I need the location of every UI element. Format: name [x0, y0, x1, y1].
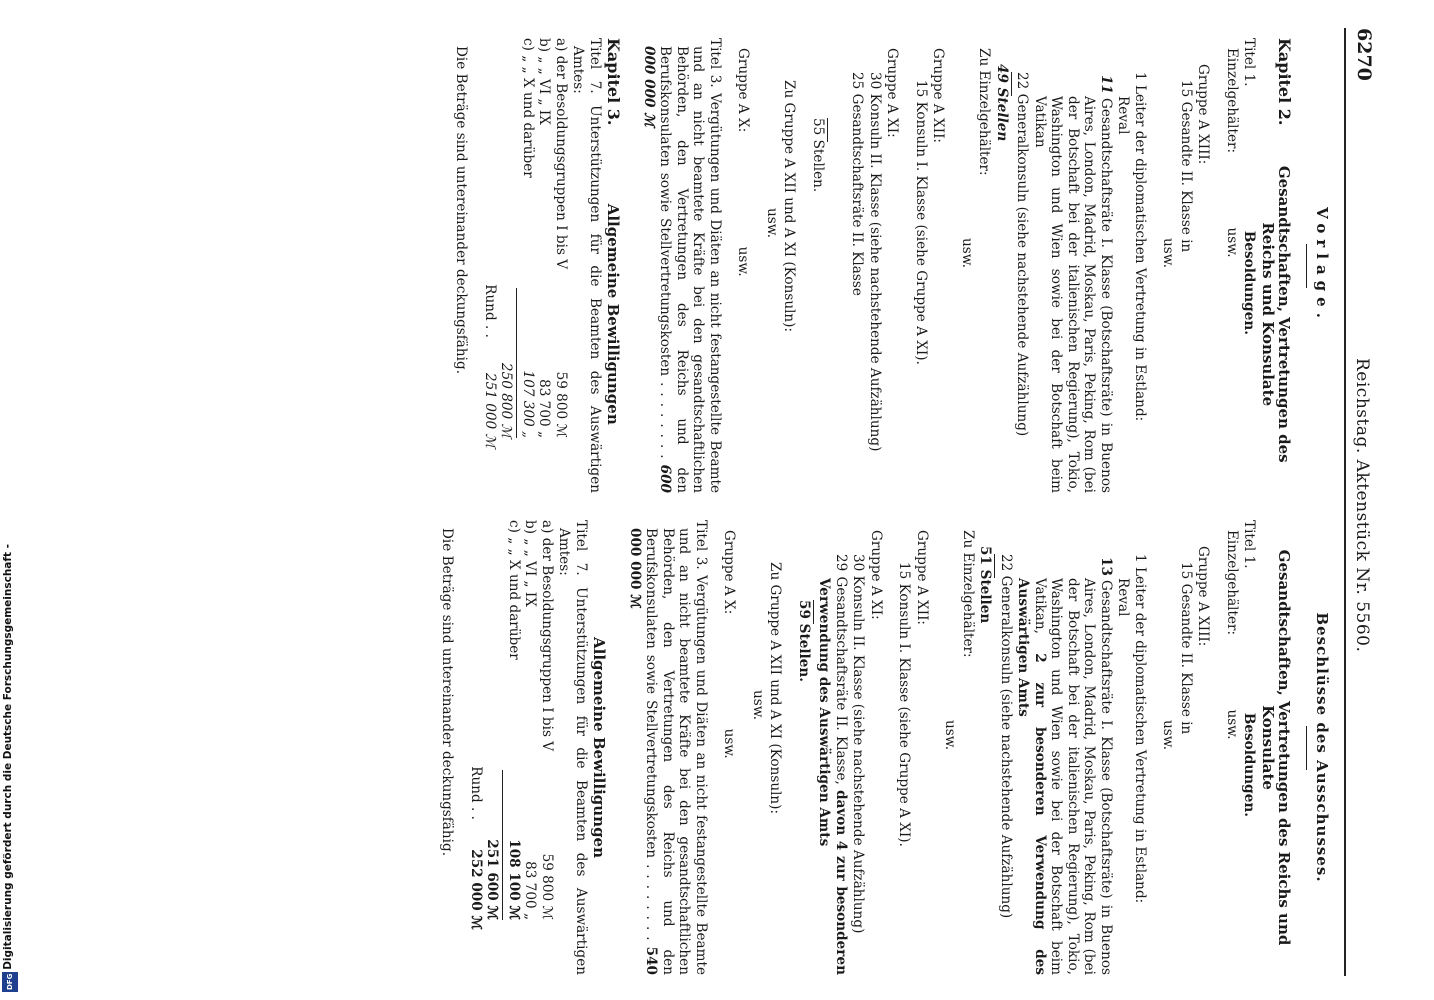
rund-label: Rund . . [482, 284, 498, 338]
footer-note: Die Beträge sind untereinander deckungsfähig. [439, 528, 456, 857]
item-text: Gesandtschaftsräte I. Klasse (Botschaftsräte) in Buenos Aires, London, Madrid, Moskau, Paris, Peking, Rom (bei der Botschaft bei der italienischen Regierung), Tokio, Washington und Wien sowie bei der Botschaft beim Vatikan, [1032, 578, 1114, 975]
titel3-paragraph [627, 520, 710, 975]
item-leiter [1115, 520, 1148, 975]
gruppe-a10-line [735, 38, 752, 493]
total-rule [995, 554, 996, 578]
stellen-total: 51 Stellen [977, 546, 994, 624]
gruppe-a11: Gruppe A XI: [884, 48, 901, 138]
usw-text: usw. [1224, 227, 1240, 258]
gruppe-a13-item: 15 Gesandte II. Klasse in [1178, 562, 1194, 735]
titel-line [1241, 38, 1258, 493]
gruppe-a11-item1: 30 Konsuln II. Klasse (siehe nachstehende Aufzählung) [867, 72, 883, 452]
table-row [522, 520, 539, 975]
row-value: 59 800 ℳ [539, 853, 555, 920]
rund-row [468, 520, 485, 975]
rund-value: 252 000 ℳ [468, 849, 484, 930]
gruppe-a12: Gruppe A XII: [914, 530, 930, 626]
gruppe-a12: Gruppe A XII: [930, 48, 947, 144]
sum-value: 251 600 ℳ [484, 839, 501, 920]
besoldungen-heading: Besoldungen. [1241, 230, 1258, 335]
table-row [506, 520, 523, 975]
row-label: c) „ „ X und darüber [506, 520, 522, 660]
titel-number: Titel 1. [1241, 520, 1258, 569]
row-label: b) „ „ VI „ IX [522, 520, 539, 607]
zu-einzelgehaelter: Zu Einzelgehälter: [960, 530, 976, 658]
titel3-text: Titel 3. Vergütungen und Diäten an nicht festangestellte Beamte und an nicht beamtete Kräfte bei den gesandtschaftlichen Behörden, den Vertretungen des Reichs und den Berufskonsulaten sowie Stellvertretungskosten . . . . . . . . [657, 38, 723, 493]
sum-row [498, 38, 515, 493]
usw-text: usw. [1160, 720, 1177, 751]
kapitel-description: Allgemeine Bewilligungen [604, 203, 623, 425]
titel3-amount: 540 000 000 ℳ [627, 528, 660, 975]
row-label: c) „ „ X und darüber [520, 38, 536, 178]
einzelgehaelter-label: Einzelgehälter: [1224, 48, 1240, 154]
item-generalkonsuln: 22 Generalkonsuln (siehe nachstehende Aufzählung) [1014, 72, 1031, 437]
stellen-total: 59 Stellen. [796, 600, 812, 682]
sum-row [484, 520, 501, 975]
rund-value: 251 000 ℳ [482, 372, 498, 448]
gruppe-a13: Gruppe A XIII: [1195, 546, 1212, 647]
kapitel-heading [605, 38, 622, 493]
rund-label: Rund . . [468, 766, 484, 820]
gruppe-a10: Gruppe A X: [721, 530, 738, 615]
gruppe-a12-item: 15 Konsuln I. Klasse (siehe Gruppe A XI). [913, 80, 929, 365]
besoldungen-heading: Besoldungen. [1241, 712, 1258, 817]
titel3-paragraph [641, 38, 724, 493]
titel-number: Titel 1. [1241, 38, 1258, 87]
zu-einzelgehaelter: Zu Einzelgehälter: [976, 48, 993, 176]
titel3-amount: 600 000 000 ℳ [641, 46, 674, 493]
gruppe-a11: Gruppe A XI: [868, 530, 884, 620]
titel-line [1241, 520, 1258, 975]
titel7-paragraph: Titel 7. Unterstützungen für die Beamten des Auswärtigen Amtes: [570, 38, 603, 493]
einzelgehaelter-line [1224, 520, 1241, 975]
gruppe-a10: Gruppe A X: [735, 48, 752, 133]
item-gesandtschaftsraete [1032, 38, 1115, 493]
digitization-credit [0, 544, 22, 992]
column-title: Vorlage. [1313, 207, 1331, 324]
einzelgehaelter-label: Einzelgehälter: [1224, 530, 1240, 636]
gruppe-a11-item2 [816, 520, 849, 975]
sum-rule [503, 770, 504, 920]
item-leiter-place: Reval [1115, 96, 1132, 135]
item-count: 13 [1098, 557, 1114, 576]
stellen-total: 55 Stellen. [810, 118, 826, 193]
short-rule [1307, 244, 1308, 288]
kapitel-description: Gesandtschaften, Vertretungen des Reichs und Konsulate [1259, 549, 1294, 946]
page-header [1344, 28, 1375, 976]
page-number: 6270 [1353, 28, 1375, 81]
stellen-total: 49 Stellen [994, 64, 1010, 142]
zu-gruppe-konsuln: Zu Gruppe A XII und A XI (Konsuln): [781, 80, 798, 333]
column-vorlage [452, 38, 1332, 493]
titel7-paragraph: Titel 7. Unterstützungen für die Beamten des Auswärtigen Amtes: [556, 520, 589, 975]
item-leiter-text: 1 Leiter der diplomatischen Vertretung in Estland: [1132, 554, 1148, 904]
titel3-text: Titel 3. Vergütungen und Diäten an nicht festangestellte Beamte und an nicht beamtete Kräfte bei den gesandtschaftlichen Behörden, den Vertretungen des Reichs und den Berufskonsulaten sowie Stellvertretungskosten . . . . . . . . [643, 520, 709, 975]
item-gesandtschaftsraete [1015, 520, 1114, 975]
total-rule [813, 600, 814, 624]
item-generalkonsuln: 22 Generalkonsuln (siehe nachstehende Aufzählung) [998, 554, 1014, 919]
item-text: Gesandtschaftsräte I. Klasse (Botschaftsräte) in Buenos Aires, London, Madrid, Moskau, Paris, Peking, Rom (bei der Botschaft bei der italienischen Regierung), Tokio, Washington und Wien sowie bei der Botschaft beim Vatikan [1032, 96, 1114, 493]
row-label: b) „ „ VI „ IX [536, 38, 553, 125]
row-label: a) der Besoldungsgruppen I bis V [553, 38, 569, 270]
item-leiter-text: 1 Leiter der diplomatischen Vertretung in Estland: [1132, 72, 1148, 422]
item-leiter-place: Reval [1115, 578, 1132, 617]
gruppe-a11-item2: 25 Gesandtschaftsräte II. Klasse [849, 72, 866, 296]
usw-text: usw. [942, 720, 959, 751]
row-value: 107 300 „ [520, 370, 536, 438]
usw-text: usw. [721, 728, 738, 759]
gruppe-a13: Gruppe A XIII: [1195, 64, 1212, 165]
rund-row [482, 38, 499, 493]
short-rule [1307, 726, 1308, 770]
table-row [520, 38, 537, 493]
usw-text: usw. [1224, 709, 1240, 740]
row-value: 59 800 ℳ [553, 371, 569, 438]
kapitel-description: Allgemeine Bewilligungen [590, 636, 609, 858]
gruppe-a10-line [721, 520, 738, 975]
usw-text: usw. [764, 208, 780, 239]
header-title: Reichstag. Aktenstück Nr. 5560. [1352, 358, 1372, 653]
dfg-logo: DFG [2, 972, 18, 992]
table-row [539, 520, 556, 975]
usw-text: usw. [1160, 238, 1177, 269]
credit-text: Digitalisierung gefördert durch die Deutsche Forschungsgemeinschaft - [2, 544, 14, 970]
kapitel-number: Kapitel 2. [1275, 38, 1295, 126]
kapitel-heading [1260, 38, 1293, 493]
row-value: 83 700 „ [536, 379, 553, 438]
kapitel-heading [1260, 520, 1293, 975]
sum-rule [517, 288, 518, 438]
sum-value: 250 800 ℳ [498, 362, 515, 438]
item-count: 11 [1098, 75, 1114, 94]
table-row [553, 38, 570, 493]
column-beschluesse [438, 520, 1332, 975]
footer-note: Die Beträge sind untereinander deckungsfähig. [453, 46, 470, 375]
zu-gruppe-konsuln: Zu Gruppe A XII und A XI (Konsuln): [767, 562, 784, 815]
usw-text: usw. [750, 690, 766, 721]
row-label: a) der Besoldungsgruppen I bis V [539, 520, 555, 752]
kapitel-description: Gesandtschaften, Vertretungen des Reichs und Konsulate [1259, 165, 1294, 463]
kapitel-number: Kapitel 3. [604, 38, 624, 126]
row-value: 108 100 ℳ [506, 839, 522, 920]
item-leiter [1115, 38, 1148, 493]
total-rule [827, 118, 828, 142]
gruppe-a12-item: 15 Konsuln I. Klasse (siehe Gruppe A XI). [896, 562, 913, 847]
item-text: 29 Gesandtschaftsräte II. Klasse, [833, 554, 849, 785]
einzelgehaelter-line [1224, 38, 1241, 493]
kapitel-heading [591, 520, 608, 975]
gruppe-a13-item: 15 Gesandte II. Klasse in [1178, 80, 1194, 253]
column-title: Beschlüsse des Ausschusses. [1313, 612, 1331, 883]
item-bold-addition: 2 zur besonderen Verwendung des Auswärtigen Amts [1015, 578, 1048, 975]
table-row [536, 38, 553, 493]
usw-text: usw. [735, 246, 752, 277]
total-rule [1011, 72, 1012, 96]
row-value: 83 700 „ [522, 861, 539, 920]
item-bold-addition: davon 4 zur besonderen Verwendung des Auswärtigen Amts [816, 578, 849, 975]
usw-text: usw. [959, 238, 975, 269]
gruppe-a11-item1: 30 Konsuln II. Klasse (siehe nachstehende Aufzählung) [850, 554, 867, 934]
